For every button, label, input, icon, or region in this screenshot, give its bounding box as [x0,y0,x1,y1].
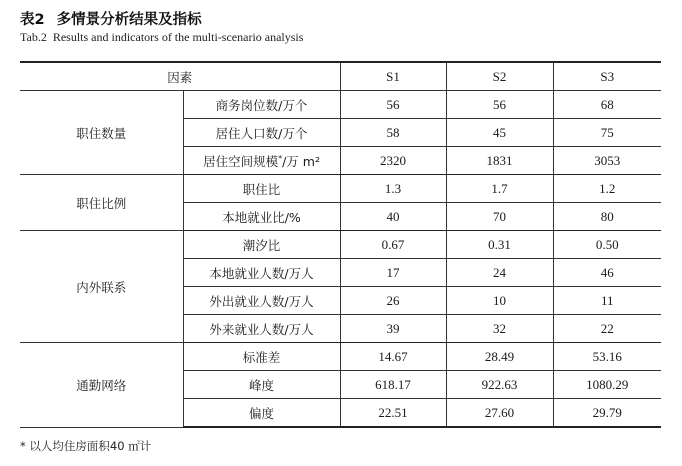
value-cell-s3: 53.16 [553,343,661,371]
value-cell-s2: 27.60 [446,399,553,428]
table-number-cn: 表2 [20,12,45,28]
value-cell-s1: 1.3 [340,175,446,203]
indicator-label-cell: 外出就业人数/万人 [183,287,340,315]
footnote: * 以人均住房面积40 ㎡计 [20,439,152,453]
table-row [20,91,661,119]
table-row [20,231,661,259]
value-cell-s2: 1831 [446,147,553,175]
indicator-label-cell: 潮汐比 [183,231,340,259]
table-number-en: Tab.2 [20,30,47,44]
indicator-label-cell: 职住比 [183,175,340,203]
table-row [20,343,661,371]
indicator-label-cell: 外来就业人数/万人 [183,315,340,343]
indicator-label-cell: 标准差 [183,343,340,371]
value-cell-s2: 56 [446,91,553,119]
value-cell-s2: 32 [446,315,553,343]
value-cell-s3: 46 [553,259,661,287]
value-cell-s2: 70 [446,203,553,231]
table-row [20,175,661,203]
table-caption-en: Results and indicators of the multi-scenario analysis [52,30,304,44]
value-cell-s1: 618.17 [340,371,446,399]
header-s3: S3 [553,62,661,91]
value-cell-s2: 0.31 [446,231,553,259]
value-cell-s1: 56 [340,91,446,119]
table-header-row [20,62,661,91]
value-cell-s2: 922.63 [446,371,553,399]
group-name-cell: 通勤网络 [20,343,183,428]
header-s2: S2 [446,62,553,91]
value-cell-s2: 28.49 [446,343,553,371]
value-cell-s3: 75 [553,119,661,147]
value-cell-s2: 10 [446,287,553,315]
value-cell-s3: 68 [553,91,661,119]
value-cell-s2: 24 [446,259,553,287]
indicator-label-cell: 商务岗位数/万个 [183,91,340,119]
value-cell-s3: 1.2 [553,175,661,203]
value-cell-s1: 22.51 [340,399,446,428]
header-factor: 因素 [20,62,340,91]
value-cell-s1: 2320 [340,147,446,175]
value-cell-s1: 40 [340,203,446,231]
value-cell-s3: 22 [553,315,661,343]
value-cell-s1: 0.67 [340,231,446,259]
header-s1: S1 [340,62,446,91]
table-title-cn [20,8,202,29]
value-cell-s3: 0.50 [553,231,661,259]
value-cell-s1: 17 [340,259,446,287]
value-cell-s1: 14.67 [340,343,446,371]
value-cell-s2: 1.7 [446,175,553,203]
value-cell-s3: 3053 [553,147,661,175]
group-name-cell: 内外联系 [20,231,183,343]
value-cell-s3: 1080.29 [553,371,661,399]
group-name-cell: 职住数量 [20,91,183,175]
value-cell-s1: 39 [340,315,446,343]
indicator-label: 居住空间规模 [203,153,279,169]
value-cell-s3: 80 [553,203,661,231]
table-title-en [20,30,303,45]
value-cell-s2: 45 [446,119,553,147]
footnote-marker: * [278,153,283,163]
indicator-label-cell: 峰度 [183,371,340,399]
indicator-label-cell: 本地就业比/% [183,203,340,231]
indicator-label-cell: 本地就业人数/万人 [183,259,340,287]
value-cell-s1: 58 [340,119,446,147]
indicator-unit: /万 m² [282,153,320,169]
value-cell-s1: 26 [340,287,446,315]
value-cell-s3: 29.79 [553,399,661,428]
group-name-cell: 职住比例 [20,175,183,231]
table-caption-cn: 多情景分析结果及指标 [56,12,202,28]
indicator-label-cell: 偏度 [183,399,340,428]
indicator-label-cell: 居住人口数/万个 [183,119,340,147]
results-table [20,61,661,428]
value-cell-s3: 11 [553,287,661,315]
indicator-label-cell [183,147,340,175]
